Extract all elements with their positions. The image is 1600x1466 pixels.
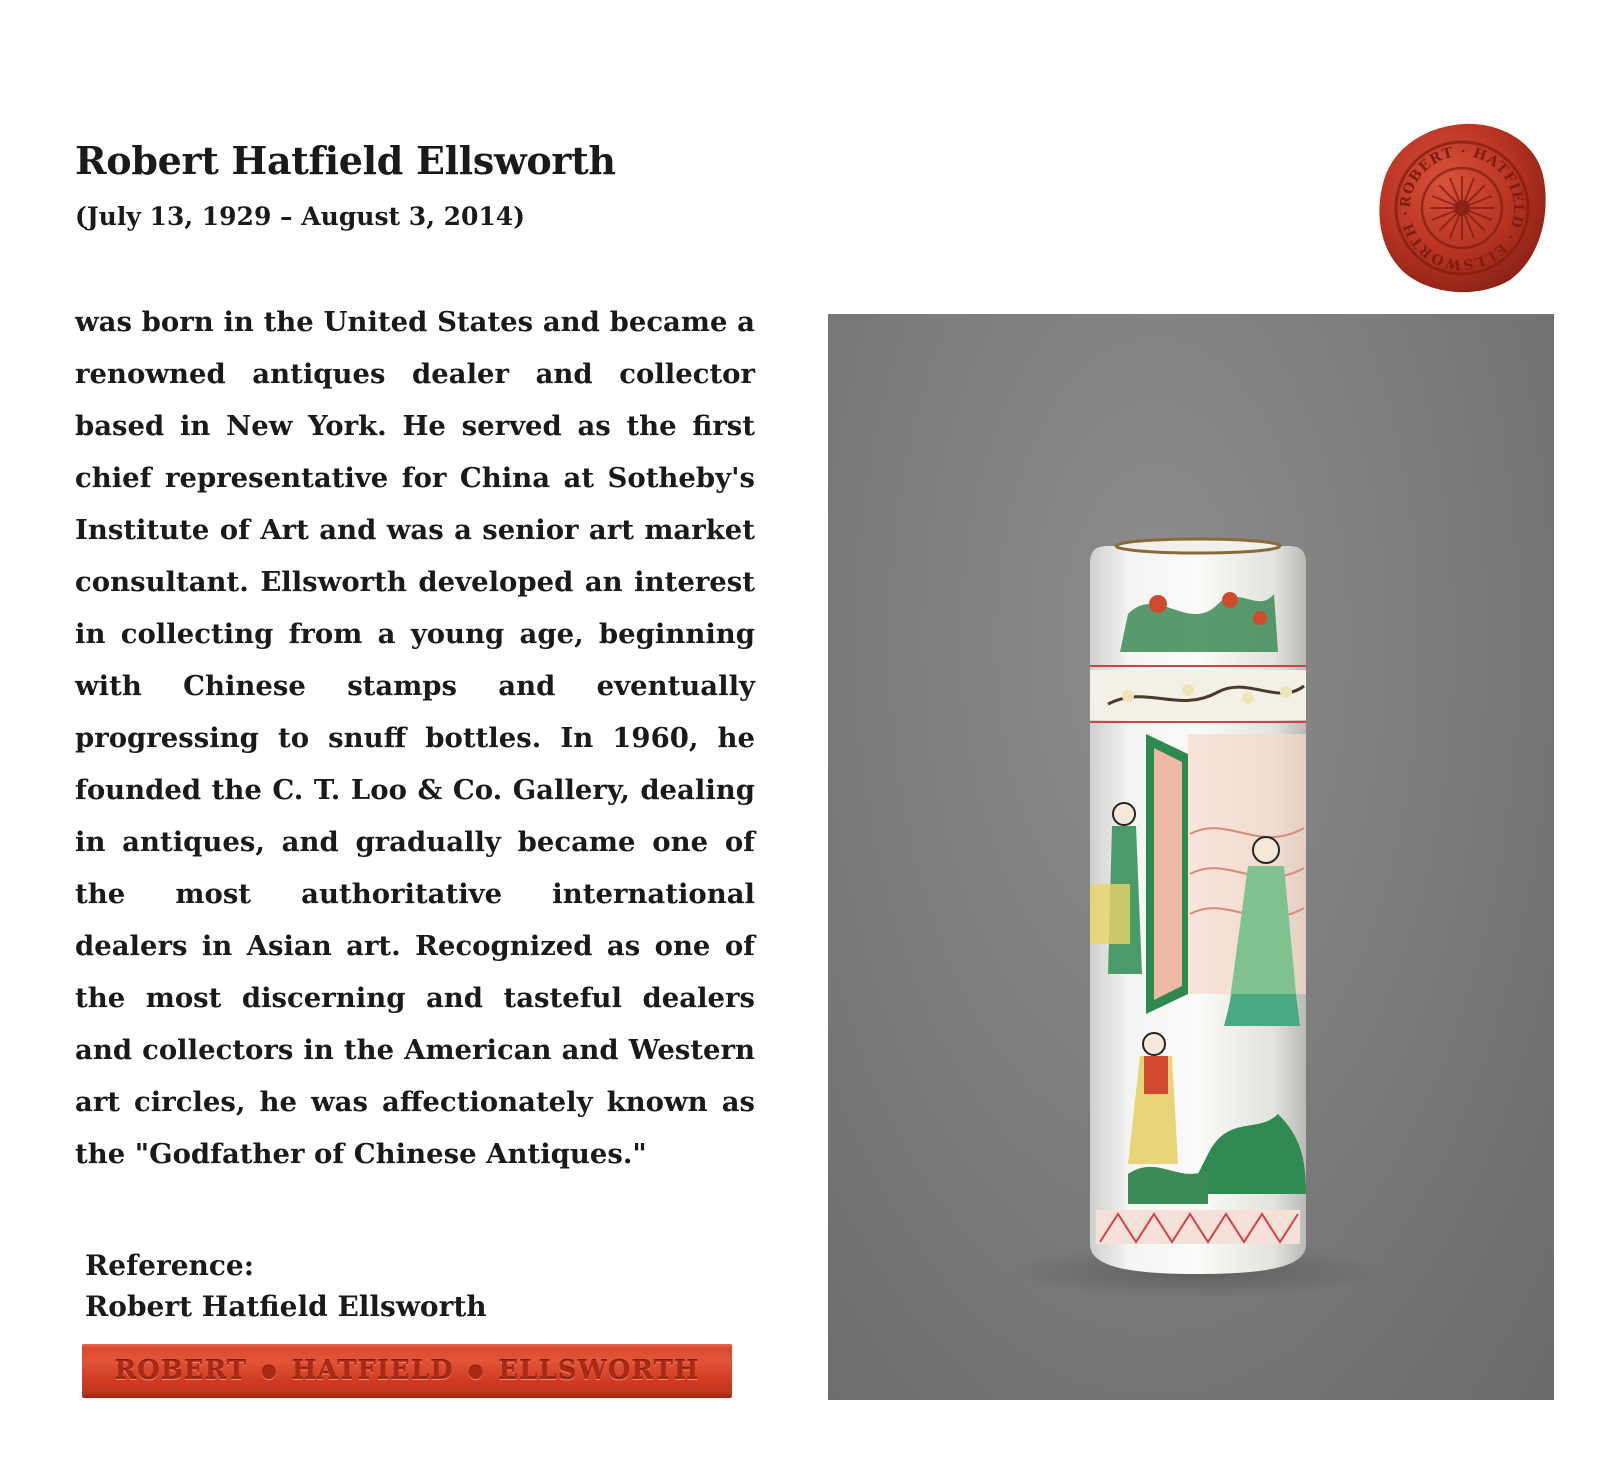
vase-photo	[828, 314, 1554, 1400]
seal-separator: ●	[467, 1360, 485, 1382]
seal-word-1: ROBERT	[114, 1356, 248, 1386]
seal-separator: ●	[261, 1360, 278, 1382]
reference-value: Robert Hatfield Ellsworth	[85, 1290, 487, 1323]
reference-label: Reference:	[85, 1249, 255, 1282]
reference-block	[85, 1245, 487, 1327]
seal-round-text: ROBERT · HATFIELD · ELLSWORTH ·	[1397, 143, 1527, 273]
vase-illustration	[828, 314, 1554, 1400]
seal-word-3: ELLSWORTH	[498, 1356, 700, 1386]
seal-word-2: HATFIELD	[291, 1356, 454, 1386]
person-name: Robert Hatfield Ellsworth	[75, 138, 616, 183]
seal-strip	[82, 1344, 732, 1398]
wax-seal-round	[1372, 118, 1552, 298]
life-dates: (July 13, 1929 – August 3, 2014)	[75, 202, 526, 231]
biography-text: was born in the United States and became a renowned antiques dealer and collector based in New York. He served as the first chief representative for China at Sotheby's Institute of Art and was a senior art market consultant. Ellsworth developed an interest in collecting from a young age, beginning with Chinese stamps and eventually progressing to snuff bottles. In 1960, he founded the C. T. Loo & Co. Gallery, dealing in antiques, and gradually became one of the most authoritative international dealers in Asian art. Recognized as one of the most discerning and tasteful dealers and collectors in the American and Western art circles, he was affectionately known as the "Godfather of Chinese Antiques."	[75, 306, 755, 1170]
